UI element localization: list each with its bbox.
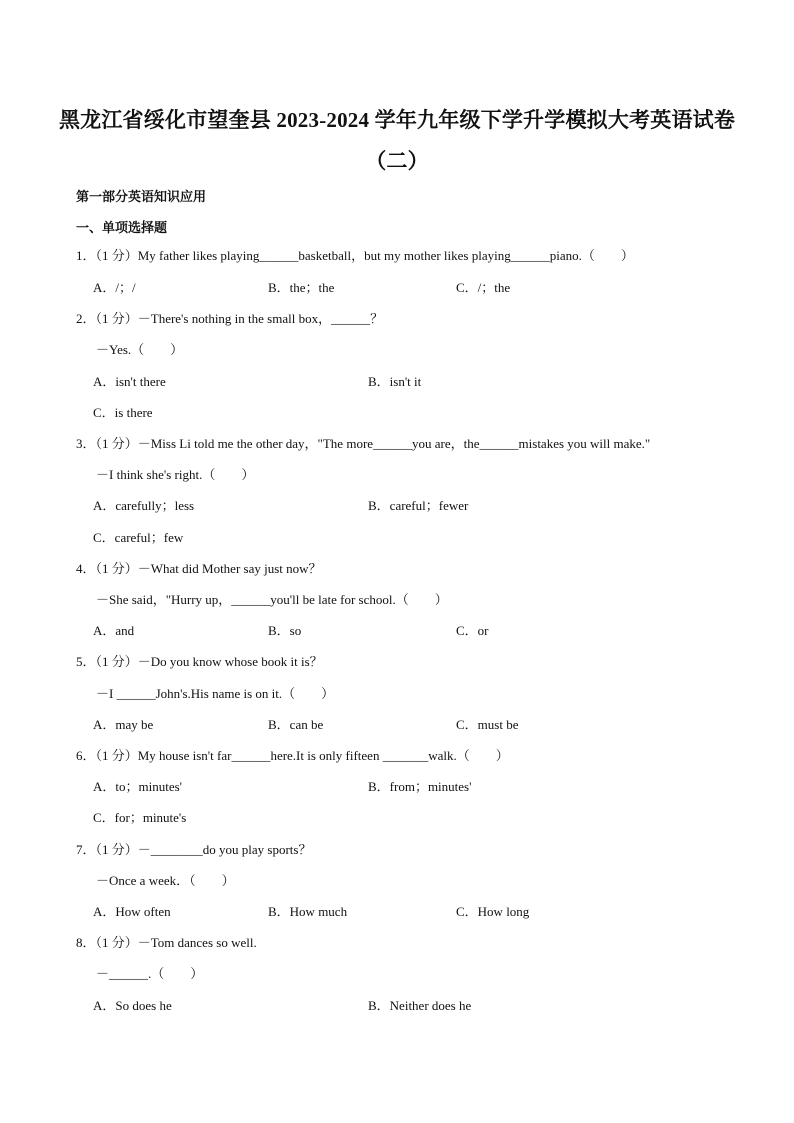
question-2-reply: －Yes.（ ） xyxy=(96,342,184,357)
question-7-option-a[interactable]: A．How often xyxy=(93,904,171,919)
question-1-option-c[interactable]: C．/；the xyxy=(456,280,511,295)
question-3-reply: －I think she's right.（ ） xyxy=(96,467,255,482)
question-7-reply: －Once a week．（ ） xyxy=(96,873,235,888)
question-3-option-a[interactable]: A．carefully；less xyxy=(93,498,195,513)
question-5-option-b[interactable]: B．can be xyxy=(268,717,324,732)
section-heading: 一、单项选择题 xyxy=(76,220,168,235)
question-4-option-a[interactable]: A．and xyxy=(93,623,135,638)
question-2-stem: 2．（1 分）－There's nothing in the small box，______？ xyxy=(76,311,384,326)
question-1-stem: 1．（1 分）My father likes playing______basketball，but my mother likes playing______piano.（ ） xyxy=(76,248,634,263)
question-3-stem: 3．（1 分）－Miss Li told me the other day，"The more______you are，the______mistakes you will make." xyxy=(76,436,651,451)
question-8-reply: －______.（ ） xyxy=(96,966,204,981)
question-6-stem: 6．（1 分）My house isn't far______here.It is only fifteen _______walk.（ ） xyxy=(76,748,509,763)
part-heading: 第一部分英语知识应用 xyxy=(76,189,207,204)
question-8-option-a[interactable]: A．So does he xyxy=(93,998,172,1013)
question-4-reply: －She said，"Hurry up，______you'll be late for school.（ ） xyxy=(96,592,448,607)
question-7-option-b[interactable]: B．How much xyxy=(268,904,348,919)
question-8-stem: 8．（1 分）－Tom dances so well. xyxy=(76,935,257,950)
question-6-option-b[interactable]: B．from；minutes' xyxy=(368,779,472,794)
question-2-option-a[interactable]: A．isn't there xyxy=(93,374,166,389)
question-1-option-a[interactable]: A．/；/ xyxy=(93,280,136,295)
question-4-stem: 4．（1 分）－What did Mother say just now？ xyxy=(76,561,322,576)
question-5-reply: －I ______John's.His name is on it.（ ） xyxy=(96,686,335,701)
question-7-option-c[interactable]: C．How long xyxy=(456,904,530,919)
question-8-option-b[interactable]: B．Neither does he xyxy=(368,998,472,1013)
question-1-option-b[interactable]: B．the；the xyxy=(268,280,335,295)
question-5-option-a[interactable]: A．may be xyxy=(93,717,154,732)
question-3-option-c[interactable]: C．careful；few xyxy=(93,530,184,545)
exam-title: 黑龙江省绥化市望奎县 2023-2024 学年九年级下学升学模拟大考英语试卷 xyxy=(58,108,736,132)
question-2-option-c[interactable]: C．is there xyxy=(93,405,153,420)
question-4-option-c[interactable]: C．or xyxy=(456,623,489,638)
exam-title-number: （二） xyxy=(365,149,429,173)
question-2-option-b[interactable]: B．isn't it xyxy=(368,374,422,389)
question-7-stem: 7．（1 分）－________do you play sports？ xyxy=(76,842,312,857)
question-3-option-b[interactable]: B．careful；fewer xyxy=(368,498,469,513)
question-4-option-b[interactable]: B．so xyxy=(268,623,302,638)
question-6-option-a[interactable]: A．to；minutes' xyxy=(93,779,183,794)
question-5-option-c[interactable]: C．must be xyxy=(456,717,519,732)
question-5-stem: 5．（1 分）－Do you know whose book it is？ xyxy=(76,654,323,669)
question-6-option-c[interactable]: C．for；minute's xyxy=(93,810,187,825)
